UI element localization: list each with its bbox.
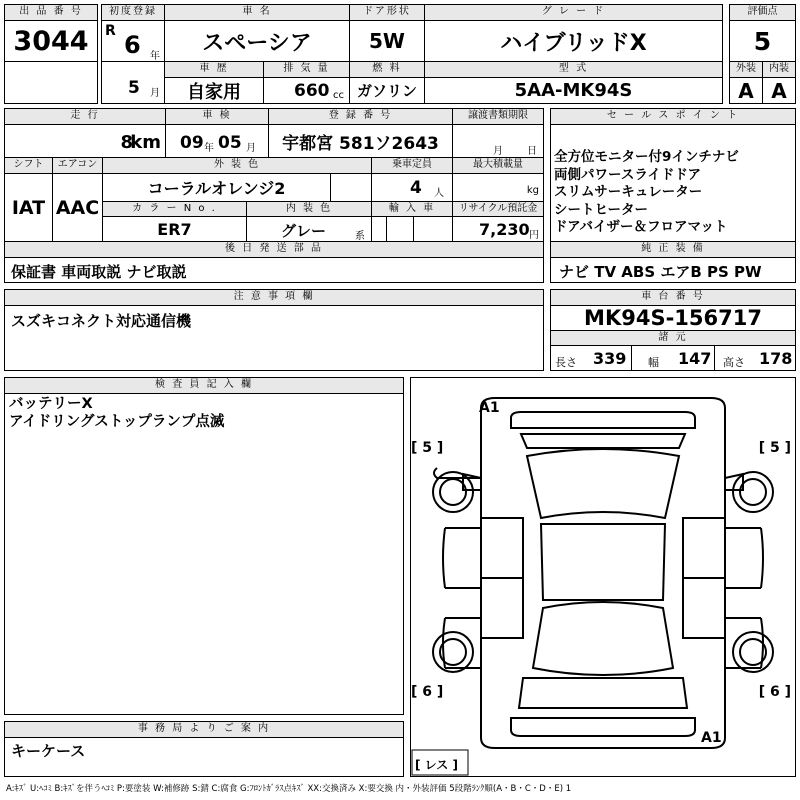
displacement: 660 bbox=[294, 81, 330, 101]
registration-month-cell bbox=[101, 61, 165, 104]
score: 5 bbox=[729, 20, 796, 62]
dimensions-label: 諸 元 bbox=[550, 330, 796, 346]
capacity-unit: 人 bbox=[434, 188, 444, 199]
exterior-label: 外装 bbox=[729, 61, 763, 78]
sales-point: シートヒーター bbox=[554, 201, 648, 218]
lot-blank-cell bbox=[4, 61, 98, 104]
registration-plate: 宇都宮 581ソ2643 bbox=[268, 124, 453, 158]
max-load-cell bbox=[452, 173, 544, 202]
car-outline-drawing bbox=[411, 378, 795, 776]
interior-color: グレー bbox=[281, 222, 327, 240]
sales-points-box bbox=[550, 124, 796, 242]
grade-label: グ レ ー ド bbox=[424, 4, 723, 21]
shift: IAT bbox=[4, 173, 53, 242]
length: 339 bbox=[593, 349, 627, 368]
tire-rear-left: [ 6 ] bbox=[411, 684, 444, 700]
registration-month: 5 bbox=[128, 78, 140, 98]
mileage-unit: km bbox=[130, 132, 161, 153]
spare-tire: [ レス ] bbox=[415, 758, 458, 772]
inspector-label: 検 査 員 記 入 欄 bbox=[4, 377, 404, 394]
capacity: 4 bbox=[410, 178, 422, 198]
height-label: 高さ bbox=[723, 356, 745, 369]
height: 178 bbox=[759, 349, 793, 368]
inspector-line: アイドリングストップランプ点滅 bbox=[9, 414, 225, 430]
displacement-cell bbox=[263, 77, 350, 104]
history: 自家用 bbox=[164, 77, 264, 104]
lot-number-label: 出 品 番 号 bbox=[4, 4, 98, 21]
inspection-month: 05 bbox=[218, 133, 242, 153]
shift-label: シフト bbox=[4, 157, 53, 174]
rear-damage-mark: A1 bbox=[701, 730, 722, 746]
exterior-grade: A bbox=[729, 77, 763, 104]
aircon-label: エアコン bbox=[52, 157, 103, 174]
transfer-month-unit: 月 bbox=[493, 146, 503, 157]
inspector-box bbox=[4, 393, 404, 715]
office-label: 事 務 局 よ り ご 案 内 bbox=[4, 721, 404, 738]
first-registration-cell bbox=[101, 20, 165, 62]
length-label: 長さ bbox=[555, 356, 577, 369]
first-registration-label: 初度登録 bbox=[101, 4, 165, 21]
grade: ハイブリッドX bbox=[424, 20, 723, 62]
exterior-color: コーラルオレンジ2 bbox=[102, 173, 331, 202]
fuel: ガソリン bbox=[349, 77, 425, 104]
inspection-year: 09 bbox=[180, 133, 204, 153]
width-label: 幅 bbox=[648, 356, 659, 369]
model-label: 型 式 bbox=[424, 61, 723, 78]
max-load-label: 最大積載量 bbox=[452, 157, 544, 174]
office-note: キーケース bbox=[11, 742, 86, 760]
door-type: 5W bbox=[349, 20, 425, 62]
plate-label: 登 録 番 号 bbox=[268, 108, 453, 125]
sales-point: ドアバイザー＆フロアマット bbox=[554, 219, 728, 235]
later-parts-label: 後 日 発 送 部 品 bbox=[4, 241, 544, 258]
front-damage-mark: A1 bbox=[479, 400, 500, 416]
history-label: 車 歴 bbox=[164, 61, 264, 78]
sales-points-label: セ ー ル ス ポ イ ン ト bbox=[550, 108, 796, 125]
mileage-cell bbox=[4, 124, 166, 158]
model-code: 5AA-MK94S bbox=[424, 77, 723, 104]
width: 147 bbox=[678, 349, 712, 368]
interior-color-unit: 系 bbox=[355, 231, 365, 242]
later-parts-cell bbox=[4, 257, 544, 283]
color-no-label: カ ラ ー N o . bbox=[102, 201, 247, 217]
height-cell bbox=[714, 345, 796, 371]
equipment: ナビ TV ABS エアB PS PW bbox=[559, 263, 762, 281]
inspection-cell bbox=[165, 124, 269, 158]
interior-grade: A bbox=[762, 77, 796, 104]
notes-cell bbox=[4, 305, 544, 371]
transfer-deadline-cell bbox=[452, 124, 544, 158]
inspection-month-unit: 月 bbox=[246, 143, 256, 154]
cc-unit: cc bbox=[333, 90, 344, 101]
registration-year: 6 bbox=[124, 31, 141, 59]
fuel-label: 燃 料 bbox=[349, 61, 425, 78]
recycle-label: リサイクル預託金 bbox=[452, 201, 544, 217]
score-label: 評価点 bbox=[729, 4, 796, 21]
inspection-label: 車 検 bbox=[165, 108, 269, 125]
recycle-unit: 円 bbox=[529, 230, 539, 241]
interior-label: 内装 bbox=[762, 61, 796, 78]
width-cell bbox=[631, 345, 715, 371]
recycle-cell bbox=[452, 216, 544, 242]
interior-color-label: 内 装 色 bbox=[246, 201, 372, 217]
equipment-label: 純 正 装 備 bbox=[550, 241, 796, 258]
length-cell bbox=[550, 345, 632, 371]
car-diagram bbox=[410, 377, 796, 777]
aircon: AAC bbox=[52, 173, 103, 242]
car-name: スペーシア bbox=[164, 20, 350, 62]
capacity-label: 乗車定員 bbox=[371, 157, 453, 174]
interior-color-cell bbox=[246, 216, 372, 242]
notes: スズキコネクト対応通信機 bbox=[11, 312, 192, 330]
inspection-year-unit: 年 bbox=[204, 143, 214, 154]
transfer-deadline-label: 譲渡書類期限 bbox=[452, 108, 544, 125]
door-label: ドア形状 bbox=[349, 4, 425, 21]
chassis-number: MK94S-156717 bbox=[550, 305, 796, 331]
era-mark: R bbox=[105, 23, 116, 39]
sales-point: 全方位モニター付9インチナビ bbox=[554, 149, 739, 165]
sales-point: 両側パワースライドドア bbox=[554, 166, 702, 183]
recycle-fee: 7,230 bbox=[479, 220, 530, 239]
month-unit: 月 bbox=[150, 88, 160, 99]
office-cell bbox=[4, 737, 404, 777]
displacement-label: 排 気 量 bbox=[263, 61, 350, 78]
later-parts: 保証書 車両取説 ナビ取説 bbox=[11, 263, 187, 281]
car-name-label: 車 名 bbox=[164, 4, 350, 21]
import-divider bbox=[386, 216, 414, 242]
notes-label: 注 意 事 項 欄 bbox=[4, 289, 544, 306]
color-extra-cell bbox=[330, 173, 372, 202]
max-load-unit: kg bbox=[526, 185, 539, 196]
exterior-color-label: 外 装 色 bbox=[102, 157, 372, 174]
color-no: ER7 bbox=[102, 216, 247, 242]
transfer-day-unit: 日 bbox=[527, 146, 537, 157]
equipment-cell bbox=[550, 257, 796, 283]
lot-number: 3044 bbox=[4, 20, 98, 62]
chassis-label: 車 台 番 号 bbox=[550, 289, 796, 306]
legend: A:ｷｽﾞ U:ﾍｺﾐ B:ｷｽﾞを伴うﾍｺﾐ P:要塗装 W:補修跡 S:錆 C:腐食 G:ﾌﾛﾝﾄｶﾞﾗｽ点ｷｽﾞ XX:交換済み X:要交換 内・外装評価 5段階ﾗﾝｸ順(A・B・C・D・E) 1 bbox=[6, 784, 572, 794]
inspector-line: バッテリーX bbox=[9, 396, 93, 412]
mileage-label: 走 行 bbox=[4, 108, 166, 125]
mileage: 8 bbox=[120, 132, 133, 153]
import-label: 輸 入 車 bbox=[371, 201, 453, 217]
tire-rear-right: [ 6 ] bbox=[758, 684, 791, 700]
tire-front-left: [ 5 ] bbox=[411, 440, 444, 456]
sales-point: スリムサーキュレーター bbox=[554, 184, 703, 200]
year-unit: 年 bbox=[150, 51, 160, 62]
tire-front-right: [ 5 ] bbox=[758, 440, 791, 456]
capacity-cell bbox=[371, 173, 453, 202]
